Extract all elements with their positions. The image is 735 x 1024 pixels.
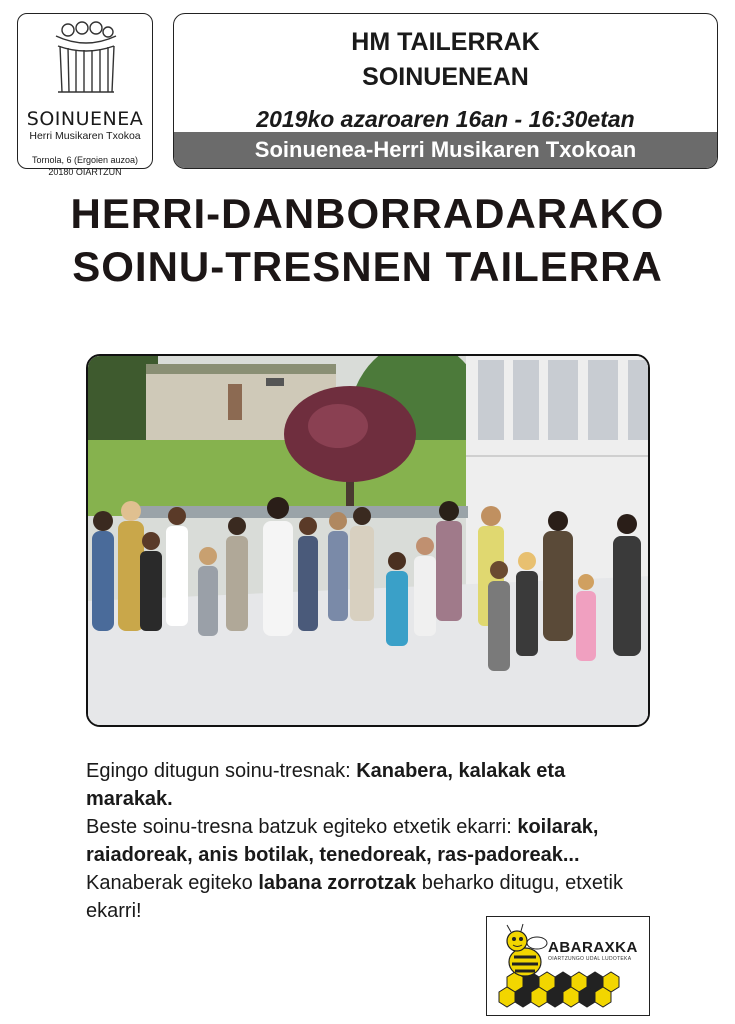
main-title-line2: SOINU-TRESNEN TAILERRA	[72, 243, 663, 290]
instruments-intro: Egingo ditugun soinu-tresnak:	[86, 760, 357, 782]
knives-outro: beharko ditugu, etxetik ekarri!	[86, 872, 623, 922]
main-title-line1: HERRI-DANBORRADARAKO	[70, 190, 665, 237]
logo-address-line1: Tornola, 6 (Ergoien auzoa)	[31, 155, 139, 165]
instruments-paragraph	[86, 757, 646, 813]
parade-photo	[86, 354, 650, 727]
logo-subtitle: Herri Musikaren Txokoa	[29, 130, 141, 142]
header-title-line1: HM TAILERRAK	[351, 28, 540, 56]
body-text	[86, 757, 646, 925]
sponsor-name: ABARAXKA	[548, 939, 638, 956]
bee-honeycomb-icon	[487, 917, 651, 1017]
sponsor-subtitle: OIARTZUNGO UDAL LUDOTEKA	[548, 956, 632, 962]
knives-intro: Kanaberak egiteko	[86, 872, 259, 894]
bring-list: koilarak, raiadoreak, anis botilak, tenedoreak, ras-padoreak...	[86, 816, 599, 866]
knives-item: labana zorrotzak	[258, 872, 417, 894]
event-header	[173, 13, 718, 169]
event-place: Soinuenea-Herri Musikaren Txokoan	[174, 132, 717, 168]
bring-paragraph	[86, 813, 646, 869]
abaraxka-logo	[486, 916, 650, 1016]
logo-address-line2: 20180 OIARTZUN	[48, 167, 122, 177]
parade-photo-illustration	[88, 356, 650, 727]
instruments-list: Kanabera, kalakak eta marakak.	[86, 760, 566, 810]
event-date: 2019ko azaroaren 16an - 16:30etan	[256, 106, 635, 132]
header-title-line2: SOINUENEAN	[362, 63, 529, 91]
soinuenea-logo	[17, 13, 153, 177]
logo-name: SOINUENEA	[26, 108, 144, 130]
instrument-logo-icon	[46, 20, 126, 100]
bring-intro: Beste soinu-tresna batzuk egiteko etxetik ekarri:	[86, 816, 518, 838]
